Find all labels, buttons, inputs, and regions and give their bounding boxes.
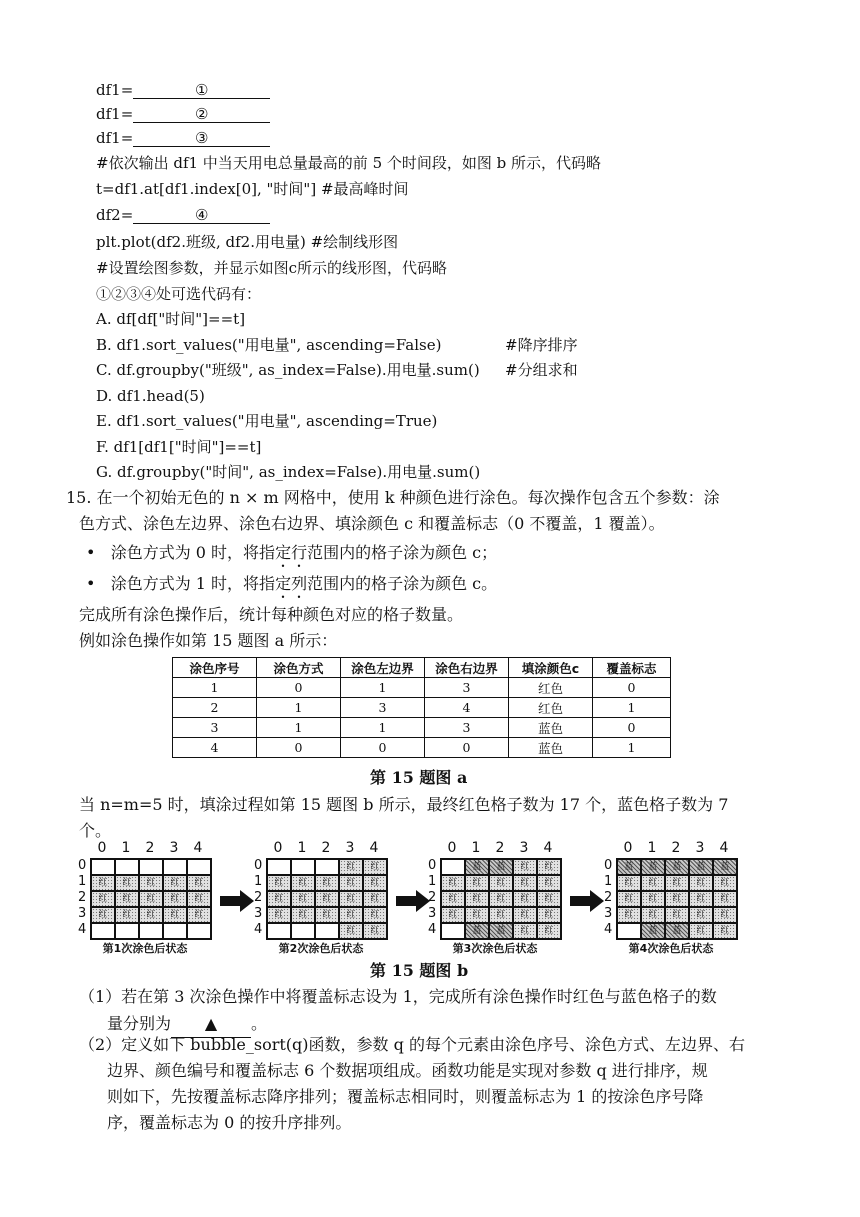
grid-cells (440, 858, 562, 940)
grid-cell-red: 红 (489, 875, 513, 891)
table-cell: 0 (257, 738, 341, 758)
grid-cell-red: 红 (641, 891, 665, 907)
row-label: 0 (604, 858, 613, 873)
grid-cell-red: 红 (315, 891, 339, 907)
bullet-row: • 涂色方式为 0 时，将指定行范围内的格子涂为颜色 c； (86, 543, 498, 562)
table-row (173, 718, 671, 738)
table-header: 涂色右边界 (425, 658, 509, 678)
grid-cell-empty (315, 923, 339, 939)
bullet-dot-icon: • (86, 543, 111, 562)
column-label: 4 (193, 840, 203, 856)
option-c-comment: #分组求和 (505, 361, 578, 379)
column-label: 1 (471, 840, 481, 856)
grid-cell-red: 红 (689, 891, 713, 907)
grid-cell-red: 红 (291, 875, 315, 891)
table-cell: 3 (425, 718, 509, 738)
grid-cell-empty (187, 923, 211, 939)
blank-2: ② (133, 104, 270, 123)
grid-cell-blue: 蓝 (617, 859, 641, 875)
column-label: 2 (671, 840, 681, 856)
grid-cell-red: 红 (617, 875, 641, 891)
grid-cell-red: 红 (139, 907, 163, 923)
column-label: 1 (647, 840, 657, 856)
grid-state-4 (604, 840, 754, 955)
column-label: 1 (297, 840, 307, 856)
grid-cell-red: 红 (513, 907, 537, 923)
column-label: 1 (121, 840, 131, 856)
grid-cell-red: 红 (363, 875, 387, 891)
option-b-comment: #降序排序 (505, 336, 578, 354)
column-label: 4 (719, 840, 729, 856)
column-label: 0 (623, 840, 633, 856)
grid-cell-red: 红 (339, 923, 363, 939)
table-cell: 1 (257, 698, 341, 718)
code-prefix: df1= (96, 105, 134, 123)
emphasis-text: 定列 (275, 574, 308, 593)
code-line-df1-1 (96, 80, 270, 100)
table-header: 涂色方式 (257, 658, 341, 678)
options-title: ①②③④处可选代码有： (96, 285, 262, 303)
grid-cell-empty (617, 923, 641, 939)
blank-4: ④ (133, 205, 270, 224)
table-cell: 0 (593, 718, 671, 738)
row-label: 4 (78, 922, 87, 937)
grid-cell-empty (315, 859, 339, 875)
grid-cell-red: 红 (617, 907, 641, 923)
grid-cell-blue: 蓝 (465, 859, 489, 875)
grid-cell-red: 红 (163, 891, 187, 907)
option-b: B. df1.sort_values("用电量", ascending=False) (96, 336, 442, 354)
column-label: 0 (447, 840, 457, 856)
grid-cell-red: 红 (537, 875, 561, 891)
table-header-row (173, 658, 671, 678)
grid-cell-red: 红 (187, 891, 211, 907)
grid-cell-red: 红 (713, 907, 737, 923)
table-row (173, 738, 671, 758)
grid-cell-red: 红 (339, 859, 363, 875)
figure-a-table (172, 657, 671, 758)
grid-cell-empty (291, 923, 315, 939)
table-cell: 1 (341, 678, 425, 698)
code-prefix: df1= (96, 81, 134, 99)
grid-cell-red: 红 (537, 859, 561, 875)
grid-cell-blue: 蓝 (465, 923, 489, 939)
grid-cell-red: 红 (91, 891, 115, 907)
table-cell: 4 (425, 698, 509, 718)
column-label: 4 (369, 840, 379, 856)
row-label: 2 (428, 890, 437, 905)
table-header: 涂色左边界 (341, 658, 425, 678)
row-label: 4 (604, 922, 613, 937)
sub-question-2-line3: 则如下，先按覆盖标志降序排列；覆盖标志相同时，则覆盖标志为 1 的按涂色序号降 (107, 1087, 704, 1106)
grid-cell-red: 红 (187, 907, 211, 923)
grid-cell-red: 红 (537, 891, 561, 907)
grid-cell-empty (163, 859, 187, 875)
grid-cell-red: 红 (339, 907, 363, 923)
grid-cell-empty (115, 923, 139, 939)
table-cell: 4 (173, 738, 257, 758)
table-cell: 红色 (509, 678, 593, 698)
grid-cell-red: 红 (115, 875, 139, 891)
grid-cell-red: 红 (689, 923, 713, 939)
code-line-df1-2 (96, 104, 270, 124)
grid-cell-red: 红 (267, 891, 291, 907)
grid-cell-red: 红 (315, 875, 339, 891)
row-label: 3 (254, 906, 263, 921)
grid-cell-red: 红 (513, 891, 537, 907)
grid-cell-red: 红 (537, 907, 561, 923)
column-label: 2 (495, 840, 505, 856)
code-t-line: t=df1.at[df1.index[0], "时间"] #最高峰时间 (96, 180, 409, 198)
table-cell: 0 (257, 678, 341, 698)
row-label: 0 (428, 858, 437, 873)
column-label: 2 (321, 840, 331, 856)
q15-desc2: 个。 (79, 821, 112, 840)
table-cell: 3 (173, 718, 257, 738)
grid-cell-red: 红 (163, 875, 187, 891)
sub-question-2-line2: 边界、颜色编号和覆盖标志 6 个数据项组成。函数功能是实现对参数 q 进行排序，规 (107, 1061, 708, 1080)
grid-cell-empty (91, 923, 115, 939)
row-label: 1 (428, 874, 437, 889)
grid-cell-red: 红 (139, 875, 163, 891)
grid-cell-red: 红 (187, 875, 211, 891)
grid-cell-empty (441, 923, 465, 939)
row-label: 4 (428, 922, 437, 937)
table-cell: 3 (425, 678, 509, 698)
table-cell: 蓝色 (509, 718, 593, 738)
row-label: 1 (604, 874, 613, 889)
option-f: F. df1[df1["时间"]==t] (96, 438, 262, 456)
grid-cell-red: 红 (163, 907, 187, 923)
grid-cell-blue: 蓝 (689, 859, 713, 875)
grid-cell-blue: 蓝 (641, 923, 665, 939)
figure-a-caption: 第 15 题图 a (370, 768, 468, 787)
table-cell: 0 (341, 738, 425, 758)
table-header: 涂色序号 (173, 658, 257, 678)
grid-caption: 第1次涂色后状态 (102, 942, 188, 955)
grid-cell-red: 红 (665, 907, 689, 923)
grid-cell-red: 红 (291, 891, 315, 907)
table-cell: 0 (425, 738, 509, 758)
table-cell: 0 (593, 678, 671, 698)
grid-cell-empty (163, 923, 187, 939)
grid-cell-red: 红 (339, 875, 363, 891)
table-cell: 1 (593, 738, 671, 758)
option-c: C. df.groupby("班级", as_index=False).用电量.sum() (96, 361, 480, 379)
code-plot-line: plt.plot(df2.班级, df2.用电量) #绘制线形图 (96, 233, 399, 251)
row-label: 1 (78, 874, 87, 889)
grid-cell-red: 红 (315, 907, 339, 923)
emphasis-text: 定行 (275, 543, 308, 562)
grid-cell-red: 红 (465, 907, 489, 923)
grid-cell-empty (267, 923, 291, 939)
code-prefix: df1= (96, 129, 134, 147)
grid-cell-red: 红 (713, 891, 737, 907)
grid-cell-empty (139, 923, 163, 939)
table-header: 填涂颜色c (509, 658, 593, 678)
grid-cell-red: 红 (441, 907, 465, 923)
option-e: E. df1.sort_values("用电量", ascending=True) (96, 412, 438, 430)
grid-cell-red: 红 (513, 875, 537, 891)
grid-cell-red: 红 (489, 891, 513, 907)
code-prefix: df2= (96, 206, 134, 224)
grid-cell-empty (115, 859, 139, 875)
sub-question-2-line1: （2）定义如下 bubble_sort(q)函数，参数 q 的每个元素由涂色序号、涂色方式、左边界、右 (79, 1035, 745, 1054)
row-label: 3 (428, 906, 437, 921)
grid-cell-red: 红 (665, 891, 689, 907)
grid-cell-red: 红 (363, 859, 387, 875)
grid-cell-red: 红 (689, 875, 713, 891)
grid-cell-empty (139, 859, 163, 875)
grid-cell-empty (291, 859, 315, 875)
right-arrow-icon (220, 890, 254, 912)
table-cell: 1 (341, 718, 425, 738)
blank-1: ① (133, 80, 270, 99)
table-cell: 2 (173, 698, 257, 718)
column-label: 3 (345, 840, 355, 856)
column-label: 3 (695, 840, 705, 856)
bullet-column: • 涂色方式为 1 时，将指定列范围内的格子涂为颜色 c。 (86, 574, 498, 593)
grid-cell-blue: 蓝 (489, 859, 513, 875)
table-cell: 1 (257, 718, 341, 738)
right-arrow-icon (396, 890, 430, 912)
grid-state-3 (428, 840, 578, 955)
table-row (173, 678, 671, 698)
grid-cell-blue: 蓝 (489, 923, 513, 939)
grid-cell-red: 红 (139, 891, 163, 907)
table-header: 覆盖标志 (593, 658, 671, 678)
grid-cell-red: 红 (465, 891, 489, 907)
grid-cell-red: 红 (689, 907, 713, 923)
q15-example: 例如涂色操作如第 15 题图 a 所示： (79, 631, 338, 650)
grid-cell-red: 红 (641, 875, 665, 891)
column-label: 0 (273, 840, 283, 856)
grid-cell-red: 红 (537, 923, 561, 939)
grid-cell-red: 红 (713, 875, 737, 891)
grid-cell-red: 红 (363, 891, 387, 907)
grid-cell-red: 红 (115, 891, 139, 907)
row-label: 3 (78, 906, 87, 921)
grid-cell-red: 红 (513, 859, 537, 875)
grid-cell-blue: 蓝 (665, 859, 689, 875)
grid-cell-red: 红 (267, 907, 291, 923)
option-a: A. df[df["时间"]==t] (96, 310, 246, 328)
grid-cell-empty (441, 859, 465, 875)
grid-cell-red: 红 (617, 891, 641, 907)
table-cell: 蓝色 (509, 738, 593, 758)
grid-cell-red: 红 (363, 923, 387, 939)
grid-cell-red: 红 (91, 875, 115, 891)
row-label: 0 (78, 858, 87, 873)
grid-cells (90, 858, 212, 940)
column-label: 0 (97, 840, 107, 856)
grid-cells (266, 858, 388, 940)
table-row (173, 698, 671, 718)
grid-cell-red: 红 (363, 907, 387, 923)
table-cell: 红色 (509, 698, 593, 718)
grid-caption: 第4次涂色后状态 (628, 942, 714, 955)
grid-cell-red: 红 (291, 907, 315, 923)
grid-cell-blue: 蓝 (713, 859, 737, 875)
row-label: 1 (254, 874, 263, 889)
code-line-df2 (96, 205, 270, 225)
grid-cell-red: 红 (441, 875, 465, 891)
grid-cell-red: 红 (513, 923, 537, 939)
row-label: 2 (254, 890, 263, 905)
option-d: D. df1.head(5) (96, 387, 205, 405)
grid-cell-red: 红 (713, 923, 737, 939)
grid-cell-red: 红 (465, 875, 489, 891)
grid-cell-red: 红 (267, 875, 291, 891)
grid-cell-red: 红 (339, 891, 363, 907)
grid-cell-blue: 蓝 (641, 859, 665, 875)
sub-question-2-line4: 序，覆盖标志为 0 的按升序排列。 (107, 1113, 352, 1132)
q15-after: 完成所有涂色操作后，统计每种颜色对应的格子数量。 (79, 605, 464, 624)
grid-cell-red: 红 (441, 891, 465, 907)
grid-cell-red: 红 (641, 907, 665, 923)
column-label: 3 (519, 840, 529, 856)
table-cell: 1 (173, 678, 257, 698)
option-g: G. df.groupby("时间", as_index=False).用电量.sum() (96, 463, 481, 481)
row-label: 4 (254, 922, 263, 937)
row-label: 3 (604, 906, 613, 921)
grid-cell-red: 红 (489, 907, 513, 923)
q15-line2: 色方式、涂色左边界、涂色右边界、填涂颜色 c 和覆盖标志（0 不覆盖，1 覆盖）。 (79, 514, 665, 533)
figure-b-caption: 第 15 题图 b (370, 961, 469, 980)
grid-cell-empty (267, 859, 291, 875)
row-label: 0 (254, 858, 263, 873)
column-label: 3 (169, 840, 179, 856)
table-cell: 3 (341, 698, 425, 718)
code-comment-2: #设置绘图参数，并显示如图c所示的线形图，代码略 (96, 259, 447, 277)
q15-line1: 15. 在一个初始无色的 n × m 网格中，使用 k 种颜色进行涂色。每次操作包含五个参数：涂 (66, 488, 720, 507)
grid-cell-red: 红 (91, 907, 115, 923)
grid-cell-blue: 蓝 (665, 923, 689, 939)
grid-cell-red: 红 (665, 875, 689, 891)
row-label: 2 (604, 890, 613, 905)
right-arrow-icon (570, 890, 604, 912)
grid-state-1 (78, 840, 228, 955)
column-label: 4 (543, 840, 553, 856)
grid-caption: 第3次涂色后状态 (452, 942, 538, 955)
grid-cell-empty (187, 859, 211, 875)
grid-caption: 第2次涂色后状态 (278, 942, 364, 955)
row-label: 2 (78, 890, 87, 905)
q15-desc1: 当 n=m=5 时，填涂过程如第 15 题图 b 所示，最终红色格子数为 17 个，蓝色格子数为 7 (79, 795, 729, 814)
grid-cells (616, 858, 738, 940)
code-line-df1-3 (96, 128, 270, 148)
grid-cell-empty (91, 859, 115, 875)
code-comment-1: #依次输出 df1 中当天用电总量最高的前 5 个时间段，如图 b 所示，代码略 (96, 154, 602, 172)
answer-blank: ▲ (171, 1010, 251, 1038)
table-cell: 1 (593, 698, 671, 718)
column-label: 2 (145, 840, 155, 856)
sub-question-1-line2: 量分别为 ▲ 。 (107, 1010, 267, 1038)
bullet-dot-icon: • (86, 574, 111, 593)
blank-3: ③ (133, 128, 270, 147)
grid-cell-red: 红 (115, 907, 139, 923)
grid-state-2 (254, 840, 404, 955)
sub-question-1-line1: （1）若在第 3 次涂色操作中将覆盖标志设为 1，完成所有涂色操作时红色与蓝色格子的数 (79, 987, 717, 1006)
